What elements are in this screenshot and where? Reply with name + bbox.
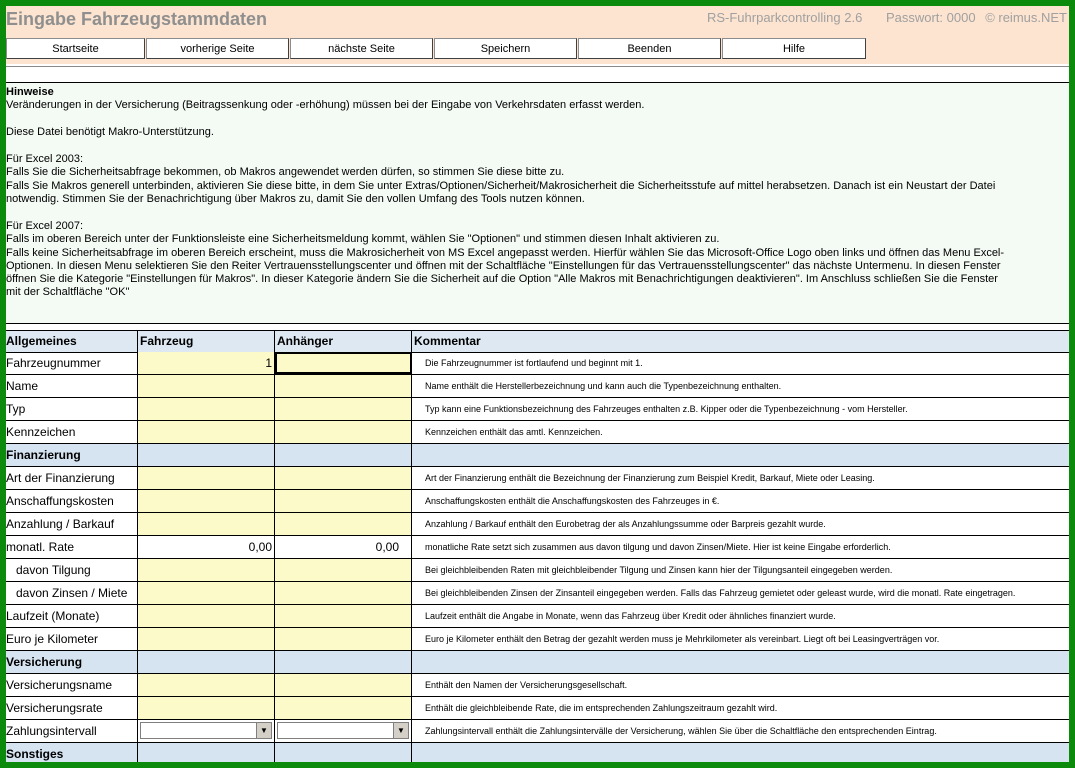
- help-button[interactable]: Hilfe: [722, 38, 866, 59]
- application-window: [6, 6, 1069, 762]
- hints-panel: [6, 83, 1069, 324]
- table-row: [6, 536, 1069, 559]
- divider: [6, 66, 1069, 67]
- row-comment: monatliche Rate setzt sich zusammen aus davon tilgung und davon Zinsen/Miete. Hier ist keine Eingabe erforderlich.: [425, 542, 891, 552]
- table-row: [6, 582, 1069, 605]
- row-comment: Kennzeichen enthält das amtl. Kennzeichen.: [425, 427, 603, 437]
- vehicle-value-cell[interactable]: [138, 421, 275, 443]
- vehicle-value-cell[interactable]: [138, 559, 275, 581]
- column-header-vehicle: Fahrzeug: [138, 331, 275, 352]
- vehicle-value-cell[interactable]: 1: [138, 352, 275, 374]
- row-label: Typ: [6, 398, 138, 420]
- vehicle-value-cell: 0,00: [138, 536, 275, 558]
- trailer-value-cell[interactable]: [275, 582, 412, 604]
- row-label: Art der Finanzierung: [6, 467, 138, 489]
- chevron-down-icon[interactable]: ▼: [256, 723, 271, 738]
- hint-line: Falls keine Sicherheitsabfrage im oberen Bereich erscheint, muss die Makrosicherheit von MS Excel angepasst werden. Hierfür wählen Sie das Microsoft-Office Logo oben links und öffnen das Menu Excel-: [6, 247, 1005, 259]
- trailer-value-cell[interactable]: [275, 513, 412, 535]
- trailer-value-cell[interactable]: [275, 628, 412, 650]
- row-comment: Name enthält die Herstellerbezeichnung und kann auch die Typenbezeichnung enthalten.: [425, 381, 782, 391]
- row-comment: Laufzeit enthält die Angabe in Monate, wenn das Fahrzeug über Kredit oder ähnliches finanziert wurde.: [425, 611, 836, 621]
- table-row: [6, 559, 1069, 582]
- table-row: [6, 375, 1069, 398]
- row-label: davon Zinsen / Miete: [6, 582, 138, 604]
- product-name: RS-Fuhrparkcontrolling 2.6: [706, 10, 863, 25]
- table-row: [6, 674, 1069, 697]
- hint-line: Veränderungen in der Versicherung (Beitragssenkung oder -erhöhung) müssen bei der Eingabe von Verkehrsdaten erfasst werden.: [6, 99, 645, 111]
- row-comment: Die Fahrzeugnummer ist fortlaufend und beginnt mit 1.: [425, 358, 643, 368]
- table-row: [6, 352, 1069, 375]
- vehicle-value-cell[interactable]: [138, 674, 275, 696]
- password-hint: Passwort: 0000: [885, 10, 976, 25]
- row-comment: Anschaffungskosten enthält die Anschaffungskosten des Fahrzeuges in €.: [425, 496, 720, 506]
- row-label: Laufzeit (Monate): [6, 605, 138, 627]
- row-label: Versicherungsrate: [6, 697, 138, 719]
- trailer-value-cell[interactable]: [275, 352, 412, 374]
- copyright: © reimus.NET: [985, 10, 1067, 25]
- hint-line: Falls Sie Makros generell unterbinden, aktivieren Sie diese bitte, in dem Sie unter Extras/Optionen/Sicherheit/Makrosicherheit die Sicherheitsstufe auf mittel herabsetzen. Danach ist ein Neustart der Datei: [6, 180, 996, 192]
- next-page-button[interactable]: nächste Seite: [290, 38, 433, 59]
- row-label: Name: [6, 375, 138, 397]
- trailer-value-cell[interactable]: [275, 605, 412, 627]
- table-row: [6, 628, 1069, 651]
- table-row: [6, 490, 1069, 513]
- quit-button[interactable]: Beenden: [578, 38, 721, 59]
- section-filler: [275, 444, 412, 466]
- row-label: Fahrzeugnummer: [6, 352, 138, 374]
- row-label: Zahlungsintervall: [6, 720, 138, 742]
- section-title: Finanzierung: [6, 444, 138, 466]
- vehicle-value-cell[interactable]: [138, 398, 275, 420]
- dropdown[interactable]: [277, 722, 409, 739]
- hints-heading: Hinweise: [6, 86, 54, 98]
- trailer-value-cell[interactable]: [275, 697, 412, 719]
- section-row: [6, 743, 1069, 762]
- row-label: Euro je Kilometer: [6, 628, 138, 650]
- row-comment: Art der Finanzierung enthält die Bezeichnung der Finanzierung zum Beispiel Kredit, Barkauf, Miete oder Leasing.: [425, 473, 875, 483]
- column-header-comment: Kommentar: [414, 334, 481, 348]
- table-row: [6, 697, 1069, 720]
- section-filler: [138, 444, 275, 466]
- section-filler: [275, 743, 412, 762]
- dropdown[interactable]: [140, 722, 272, 739]
- row-comment: Bei gleichbleibenden Zinsen der Zinsanteil eingegeben werden. Falls das Fahrzeug gemietet oder geleast wurde, wird die monatl. Rate eingetragen.: [425, 588, 1016, 598]
- app-info: [687, 10, 1067, 25]
- vehicle-interval-select[interactable]: [138, 720, 275, 742]
- row-label: Versicherungsname: [6, 674, 138, 696]
- table-header: [6, 330, 1069, 353]
- section-title: Sonstiges: [6, 743, 138, 762]
- header-bar: [6, 6, 1069, 64]
- hint-line: Falls im oberen Bereich unter der Funktionsleiste eine Sicherheitsmeldung kommt, wählen Sie "Optionen" und stimmen diesen Inhalt aktivieren zu.: [6, 233, 720, 245]
- section-filler: [138, 651, 275, 673]
- table-row: [6, 720, 1069, 743]
- trailer-value-cell[interactable]: [275, 398, 412, 420]
- row-comment: Anzahlung / Barkauf enthält den Eurobetrag der als Anzahlungssumme oder Barpreis gezahlt wurde.: [425, 519, 826, 529]
- row-label: monatl. Rate: [6, 536, 138, 558]
- hint-line: Optionen. In diesen Menu selektieren Sie den Reiter Vertrauensstellungscenter und öffnen mit der Schaltfläche "Einstellungen für das Vertrauensstellungscenter" das nächste Untermenu. In diesen Fenster: [6, 260, 1001, 272]
- table-row: [6, 421, 1069, 444]
- vehicle-value-cell[interactable]: [138, 697, 275, 719]
- home-button[interactable]: Startseite: [6, 38, 145, 59]
- row-comment: Enthält die gleichbleibende Rate, die im entsprechenden Zahlungszeitraum gezahlt wird.: [425, 703, 778, 713]
- hint-line: Für Excel 2003:: [6, 153, 84, 165]
- section-filler: [138, 743, 275, 762]
- previous-page-button[interactable]: vorherige Seite: [146, 38, 289, 59]
- trailer-value-cell[interactable]: [275, 421, 412, 443]
- row-comment: Zahlungsintervall enthält die Zahlungsintervälle der Versicherung, wählen Sie über die Schaltfläche den entsprechenden Eintrag.: [425, 726, 937, 736]
- row-comment: Bei gleichbleibenden Raten mit gleichbleibender Tilgung und Zinsen kann hier der Tilgungsanteil eingegeben werden.: [425, 565, 893, 575]
- vehicle-value-cell[interactable]: [138, 375, 275, 397]
- vehicle-value-cell[interactable]: [138, 513, 275, 535]
- row-label: Kennzeichen: [6, 421, 138, 443]
- trailer-interval-select[interactable]: [275, 720, 412, 742]
- vehicle-value-cell[interactable]: [138, 490, 275, 512]
- hint-line: mit der Schaltfläche "OK": [6, 286, 130, 298]
- row-comment: Enthält den Namen der Versicherungsgesellschaft.: [425, 680, 628, 690]
- column-header-general: Allgemeines: [6, 331, 138, 352]
- section-row: [6, 444, 1069, 467]
- trailer-value-cell[interactable]: [275, 674, 412, 696]
- hint-line: Diese Datei benötigt Makro-Unterstützung.: [6, 126, 214, 138]
- table-row: [6, 467, 1069, 490]
- row-comment: Typ kann eine Funktionsbezeichnung des Fahrzeuges enthalten z.B. Kipper oder die Typenbezeichnung - vom Hersteller.: [425, 404, 908, 414]
- row-label: Anzahlung / Barkauf: [6, 513, 138, 535]
- table-row: [6, 513, 1069, 536]
- trailer-value-cell[interactable]: [275, 467, 412, 489]
- hint-line: notwendig. Stimmen Sie der Benachrichtigung über Makros zu, damit Sie den vollen Umfang des Tools nutzen können.: [6, 193, 585, 205]
- hint-line: Falls Sie die Sicherheitsabfrage bekommen, ob Makros angewendet werden dürfen, so stimmen Sie diese bitte zu.: [6, 166, 565, 178]
- trailer-value-cell[interactable]: [275, 559, 412, 581]
- row-comment: Euro je Kilometer enthält den Betrag der gezahlt werden muss je Mehrkilometer als vereinbart. Liegt oft bei Leasingverträgen vor.: [425, 634, 940, 644]
- section-title: Versicherung: [6, 651, 138, 673]
- section-row: [6, 651, 1069, 674]
- vehicle-value-cell[interactable]: [138, 605, 275, 627]
- page-title: Eingabe Fahrzeugstammdaten: [6, 9, 268, 29]
- row-label: davon Tilgung: [6, 559, 138, 581]
- column-header-trailer: Anhänger: [275, 331, 412, 352]
- section-filler: [275, 651, 412, 673]
- trailer-value-cell[interactable]: [275, 375, 412, 397]
- vehicle-value-cell[interactable]: [138, 628, 275, 650]
- trailer-value-cell[interactable]: [275, 490, 412, 512]
- save-button[interactable]: Speichern: [434, 38, 577, 59]
- table-row: [6, 398, 1069, 421]
- trailer-value-cell: 0,00: [275, 536, 412, 558]
- vehicle-value-cell[interactable]: [138, 582, 275, 604]
- chevron-down-icon[interactable]: ▼: [393, 723, 408, 738]
- vehicle-value-cell[interactable]: [138, 467, 275, 489]
- row-label: Anschaffungskosten: [6, 490, 138, 512]
- hint-line: öffnen Sie die Kategorie "Einstellungen für Makros". In dieser Kategorie ändern Sie die Sicherheit auf die Option "Alle Makros mit Benachrichtigungen deaktivieren". Im Anschluss schließen Sie die Fenster: [6, 273, 998, 285]
- hint-line: Für Excel 2007:: [6, 220, 84, 232]
- table-row: [6, 605, 1069, 628]
